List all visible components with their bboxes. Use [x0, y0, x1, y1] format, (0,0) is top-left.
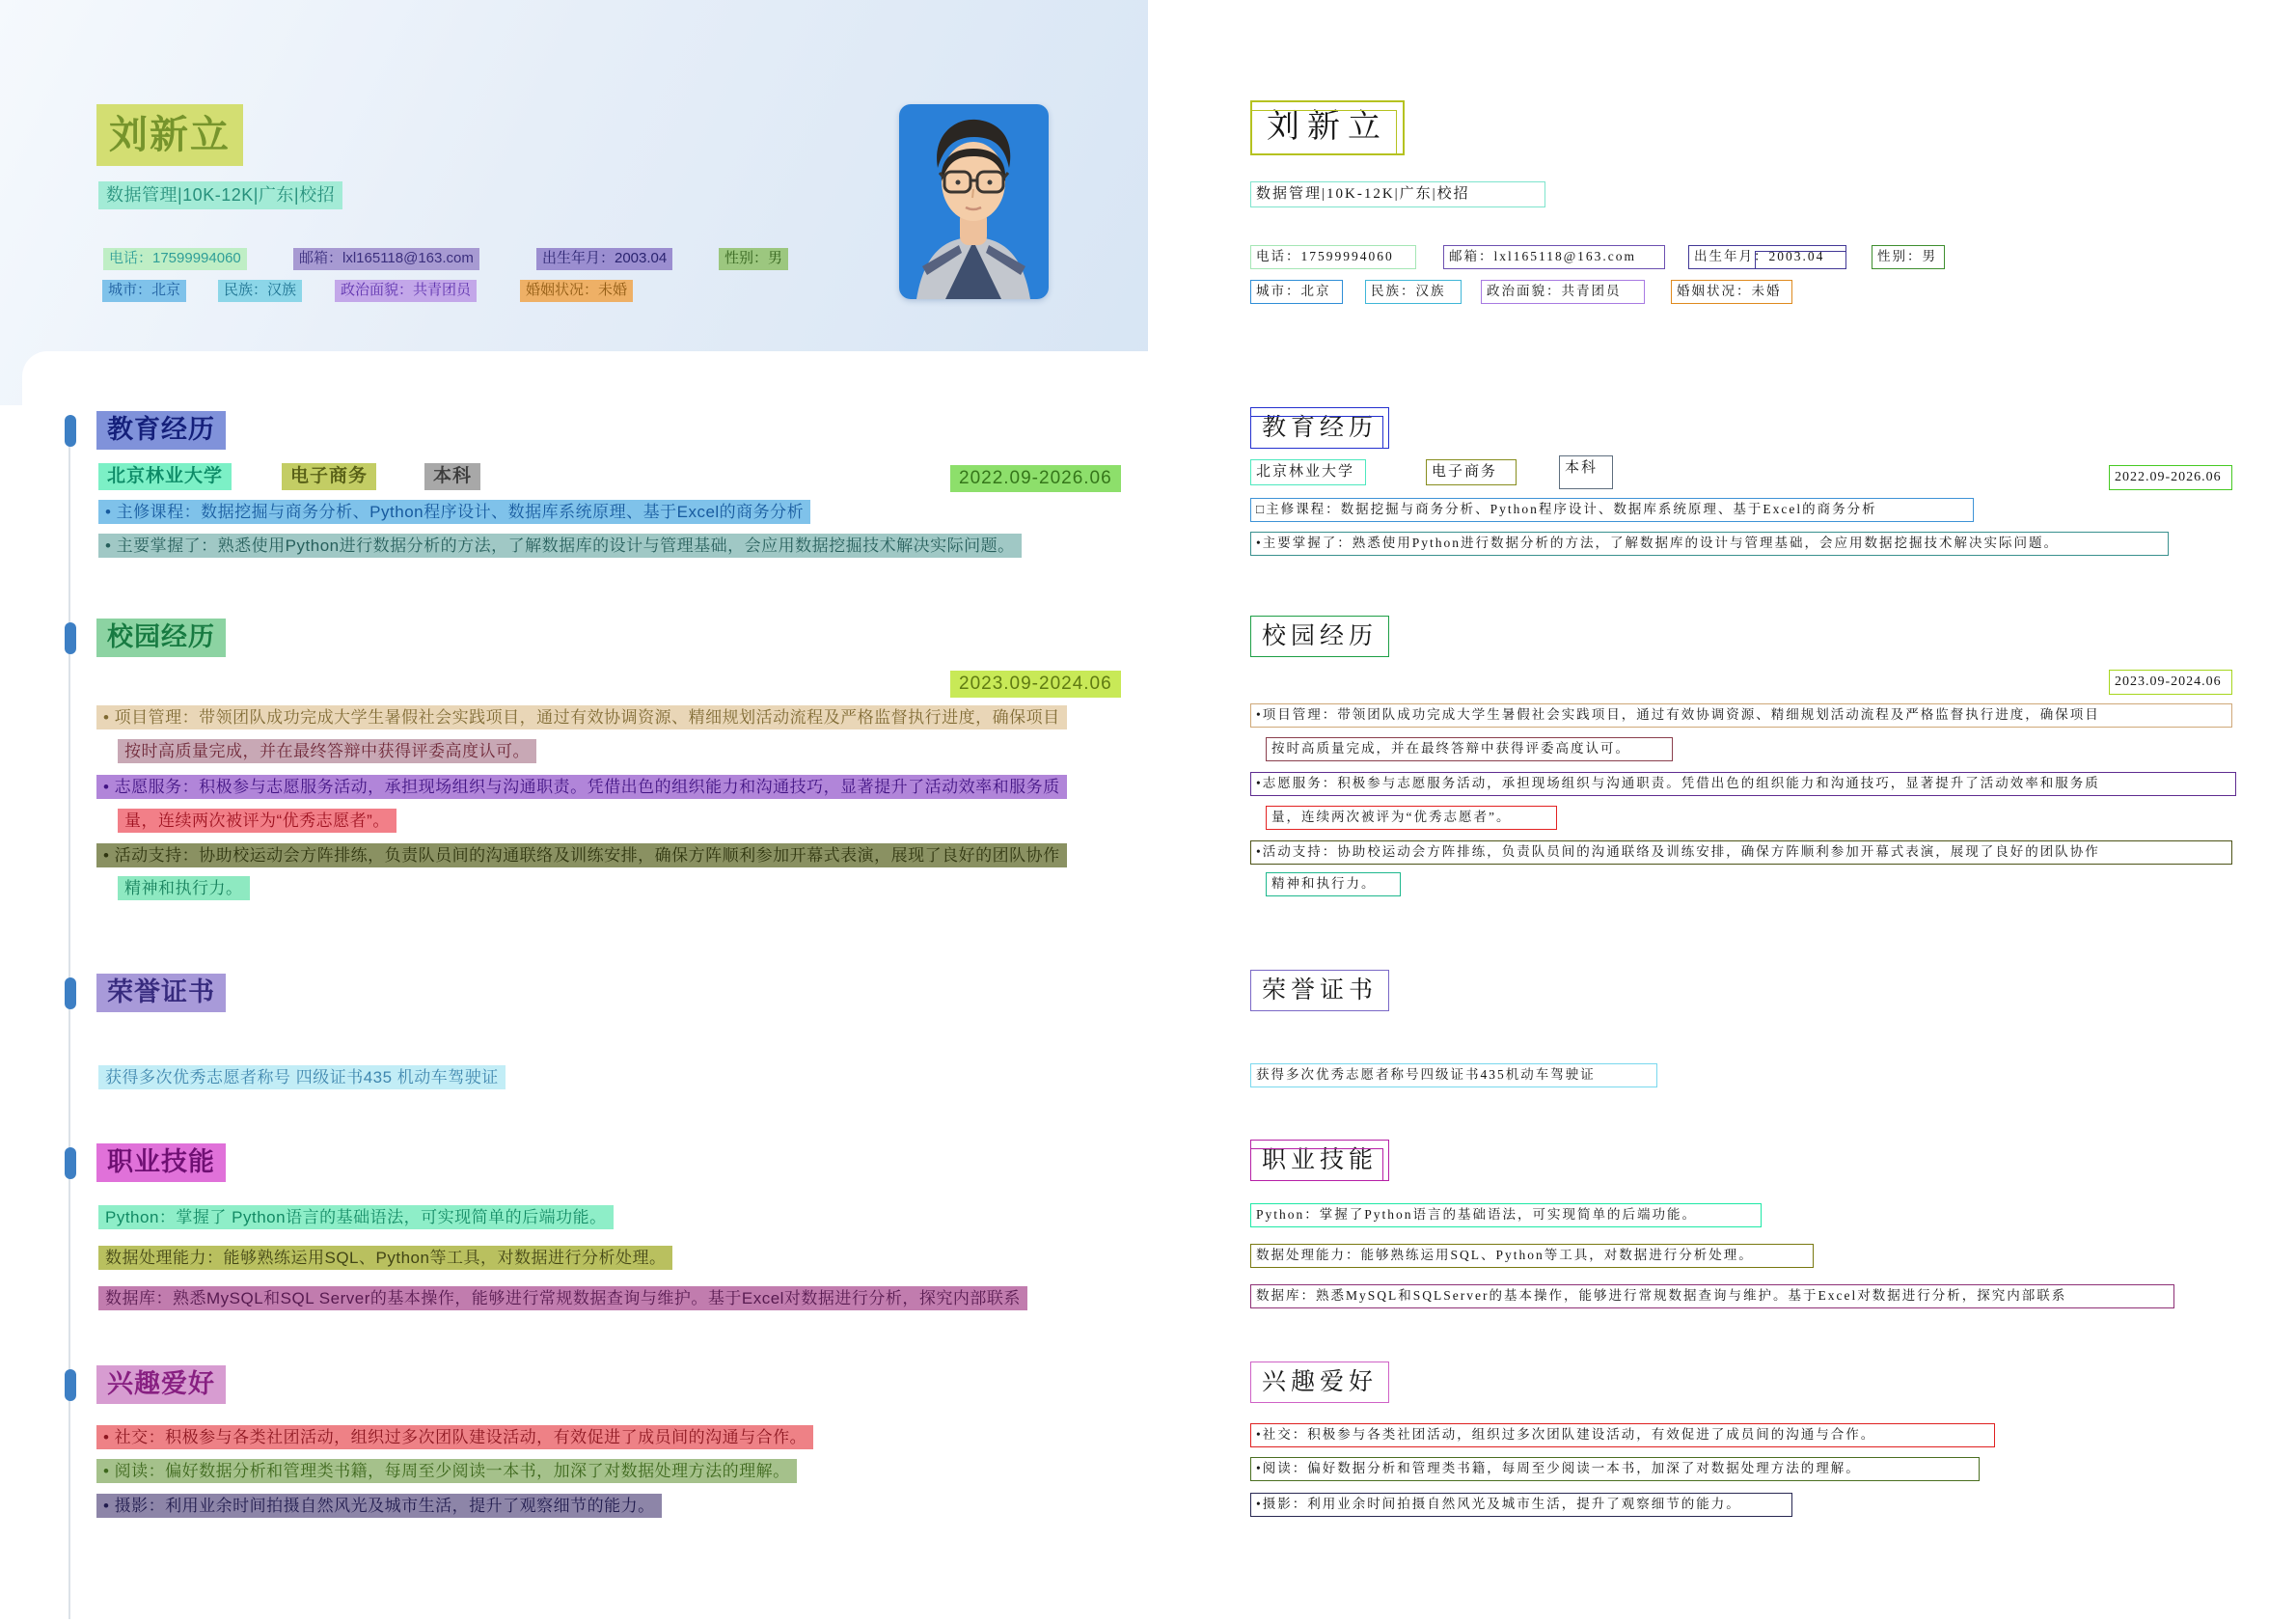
- ocr-education-bullet-courses: □主修课程：数据挖掘与商务分析、Python程序设计、数据库系统原理、基于Excel的商务分析: [1250, 498, 1974, 522]
- birth-field: 出生年月：2003.04: [536, 248, 672, 270]
- ocr-email-field: 邮箱：lxl165118@163.com: [1443, 245, 1665, 269]
- city-field: 城市：北京: [102, 280, 186, 302]
- section-marker-education: [65, 415, 76, 447]
- hobby-reading: • 阅读：偏好数据分析和管理类书籍，每周至少阅读一本书，加深了对数据处理方法的理解。: [96, 1459, 797, 1483]
- campus-bullet3-line2: 精神和执行力。: [118, 876, 250, 900]
- ocr-marital-field: 婚姻状况：未婚: [1671, 280, 1792, 304]
- ocr-school-name: 北京林业大学: [1250, 459, 1366, 485]
- timeline-line: [68, 430, 70, 1619]
- marital-field: 婚姻状况：未婚: [520, 280, 633, 302]
- ocr-honors-section-title: 荣誉证书: [1250, 970, 1389, 1011]
- ocr-skill-data-processing: 数据处理能力：能够熟练运用SQL、Python等工具，对数据进行分析处理。: [1250, 1244, 1814, 1268]
- degree-name: 本科: [424, 463, 480, 490]
- ocr-hobbies-section-title: 兴趣爱好: [1250, 1362, 1389, 1403]
- ocr-education-section-title: 教育经历: [1250, 407, 1389, 449]
- ocr-campus-bullet3-line2: 精神和执行力。: [1266, 872, 1401, 896]
- ocr-major-name: 电子商务: [1426, 459, 1517, 485]
- ocr-education-date: 2022.09-2026.06: [2109, 465, 2232, 490]
- education-section-title: 教育经历: [96, 411, 226, 450]
- skill-python: Python：掌握了 Python语言的基础语法，可实现简单的后端功能。: [98, 1205, 614, 1229]
- email-field: 邮箱：lxl165118@163.com: [293, 248, 479, 270]
- ocr-education-bullet-mastery: •主要掌握了：熟悉使用Python进行数据分析的方法，了解数据库的设计与管理基础，会应用数据挖掘技术解决实际问题。: [1250, 532, 2169, 556]
- ocr-birth-field: 出生年月：2003.04: [1688, 245, 1846, 269]
- ocr-hobby-reading: •阅读：偏好数据分析和管理类书籍，每周至少阅读一本书，加深了对数据处理方法的理解。: [1250, 1457, 1980, 1481]
- section-marker-campus: [65, 622, 76, 654]
- ocr-campus-bullet2-line2: 量，连续两次被评为“优秀志愿者”。: [1266, 806, 1557, 830]
- ocr-ethnicity-field: 民族：汉族: [1365, 280, 1462, 304]
- major-name: 电子商务: [282, 463, 376, 490]
- ocr-campus-bullet1-line1: •项目管理：带领团队成功完成大学生暑假社会实践项目，通过有效协调资源、精细规划活动流程及严格监督执行进度，确保项目: [1250, 703, 2232, 728]
- ocr-skill-python: Python：掌握了Python语言的基础语法，可实现简单的后端功能。: [1250, 1203, 1762, 1227]
- ocr-campus-section-title: 校园经历: [1250, 616, 1389, 657]
- ocr-campus-bullet3-line1: •活动支持：协助校运动会方阵排练，负责队员间的沟通联络及训练安排，确保方阵顺利参加开幕式表演，展现了良好的团队协作: [1250, 840, 2232, 865]
- ocr-campus-bullet1-line2: 按时高质量完成，并在最终答辩中获得评委高度认可。: [1266, 737, 1673, 761]
- campus-bullet2-line1: • 志愿服务：积极参与志愿服务活动，承担现场组织与沟通职责。凭借出色的组织能力和沟通技巧，显著提升了活动效率和服务质: [96, 775, 1067, 799]
- gender-field: 性别：男: [719, 248, 788, 270]
- hobby-social: • 社交：积极参与各类社团活动，组织过多次团队建设活动，有效促进了成员间的沟通与合作。: [96, 1425, 813, 1449]
- ocr-skill-database: 数据库：熟悉MySQL和SQLServer的基本操作，能够进行常规数据查询与维护。基于Excel对数据进行分析，探究内部联系: [1250, 1284, 2174, 1308]
- ocr-campus-date: 2023.09-2024.06: [2109, 670, 2232, 695]
- ocr-candidate-name: 刘新立: [1250, 100, 1405, 155]
- skills-section-title: 职业技能: [96, 1143, 226, 1182]
- section-marker-skills: [65, 1147, 76, 1179]
- skill-data-processing: 数据处理能力：能够熟练运用SQL、Python等工具，对数据进行分析处理。: [98, 1246, 672, 1270]
- ocr-city-field: 城市：北京: [1250, 280, 1343, 304]
- skill-database: 数据库：熟悉MySQL和SQL Server的基本操作，能够进行常规数据查询与维护。基于Excel对数据进行分析，探究内部联系: [98, 1286, 1027, 1310]
- campus-bullet1-line1: • 项目管理：带领团队成功完成大学生暑假社会实践项目，通过有效协调资源、精细规划活动流程及严格监督执行进度，确保项目: [96, 705, 1067, 729]
- ocr-skills-section-title: 职业技能: [1250, 1140, 1389, 1181]
- id-photo: [899, 104, 1049, 299]
- campus-bullet1-line2: 按时高质量完成，并在最终答辩中获得评委高度认可。: [118, 739, 536, 763]
- ocr-hobby-photography: •摄影：利用业余时间拍摄自然风光及城市生活，提升了观察细节的能力。: [1250, 1493, 1792, 1517]
- campus-bullet2-line2: 量，连续两次被评为“优秀志愿者”。: [118, 809, 396, 833]
- ocr-political-field: 政治面貌：共青团员: [1481, 280, 1645, 304]
- hobby-photography: • 摄影：利用业余时间拍摄自然风光及城市生活，提升了观察细节的能力。: [96, 1494, 662, 1518]
- ocr-honors-content: 获得多次优秀志愿者称号四级证书435机动车驾驶证: [1250, 1063, 1657, 1087]
- campus-date: 2023.09-2024.06: [950, 671, 1121, 698]
- ocr-hobby-social: •社交：积极参与各类社团活动，组织过多次团队建设活动，有效促进了成员间的沟通与合作。: [1250, 1423, 1995, 1447]
- education-date: 2022.09-2026.06: [950, 465, 1121, 492]
- candidate-name: 刘新立: [96, 104, 243, 166]
- hobbies-section-title: 兴趣爱好: [96, 1365, 226, 1404]
- campus-bullet3-line1: • 活动支持：协助校运动会方阵排练，负责队员间的沟通联络及训练安排，确保方阵顺利参加开幕式表演，展现了良好的团队协作: [96, 843, 1067, 867]
- ethnicity-field: 民族：汉族: [218, 280, 302, 302]
- ocr-headline: 数据管理|10K-12K|广东|校招: [1250, 181, 1545, 207]
- political-field: 政治面貌：共青团员: [335, 280, 477, 302]
- ocr-phone-field: 电话：17599994060: [1250, 245, 1416, 269]
- campus-section-title: 校园经历: [96, 619, 226, 657]
- ocr-gender-field: 性别：男: [1872, 245, 1945, 269]
- phone-field: 电话：17599994060: [103, 248, 247, 270]
- education-bullet-courses: • 主修课程：数据挖掘与商务分析、Python程序设计、数据库系统原理、基于Excel的商务分析: [98, 500, 810, 524]
- honors-content: 获得多次优秀志愿者称号 四级证书435 机动车驾驶证: [98, 1065, 506, 1089]
- section-marker-hobbies: [65, 1369, 76, 1401]
- education-bullet-mastery: • 主要掌握了：熟悉使用Python进行数据分析的方法，了解数据库的设计与管理基础，会应用数据挖掘技术解决实际问题。: [98, 534, 1022, 558]
- headline: 数据管理|10K-12K|广东|校招: [98, 181, 342, 209]
- section-marker-honors: [65, 977, 76, 1009]
- ocr-campus-bullet2-line1: •志愿服务：积极参与志愿服务活动，承担现场组织与沟通职责。凭借出色的组织能力和沟通技巧，显著提升了活动效率和服务质: [1250, 772, 2236, 796]
- ocr-degree-name: 本科: [1559, 455, 1613, 489]
- honors-section-title: 荣誉证书: [96, 974, 226, 1012]
- school-name: 北京林业大学: [98, 463, 232, 490]
